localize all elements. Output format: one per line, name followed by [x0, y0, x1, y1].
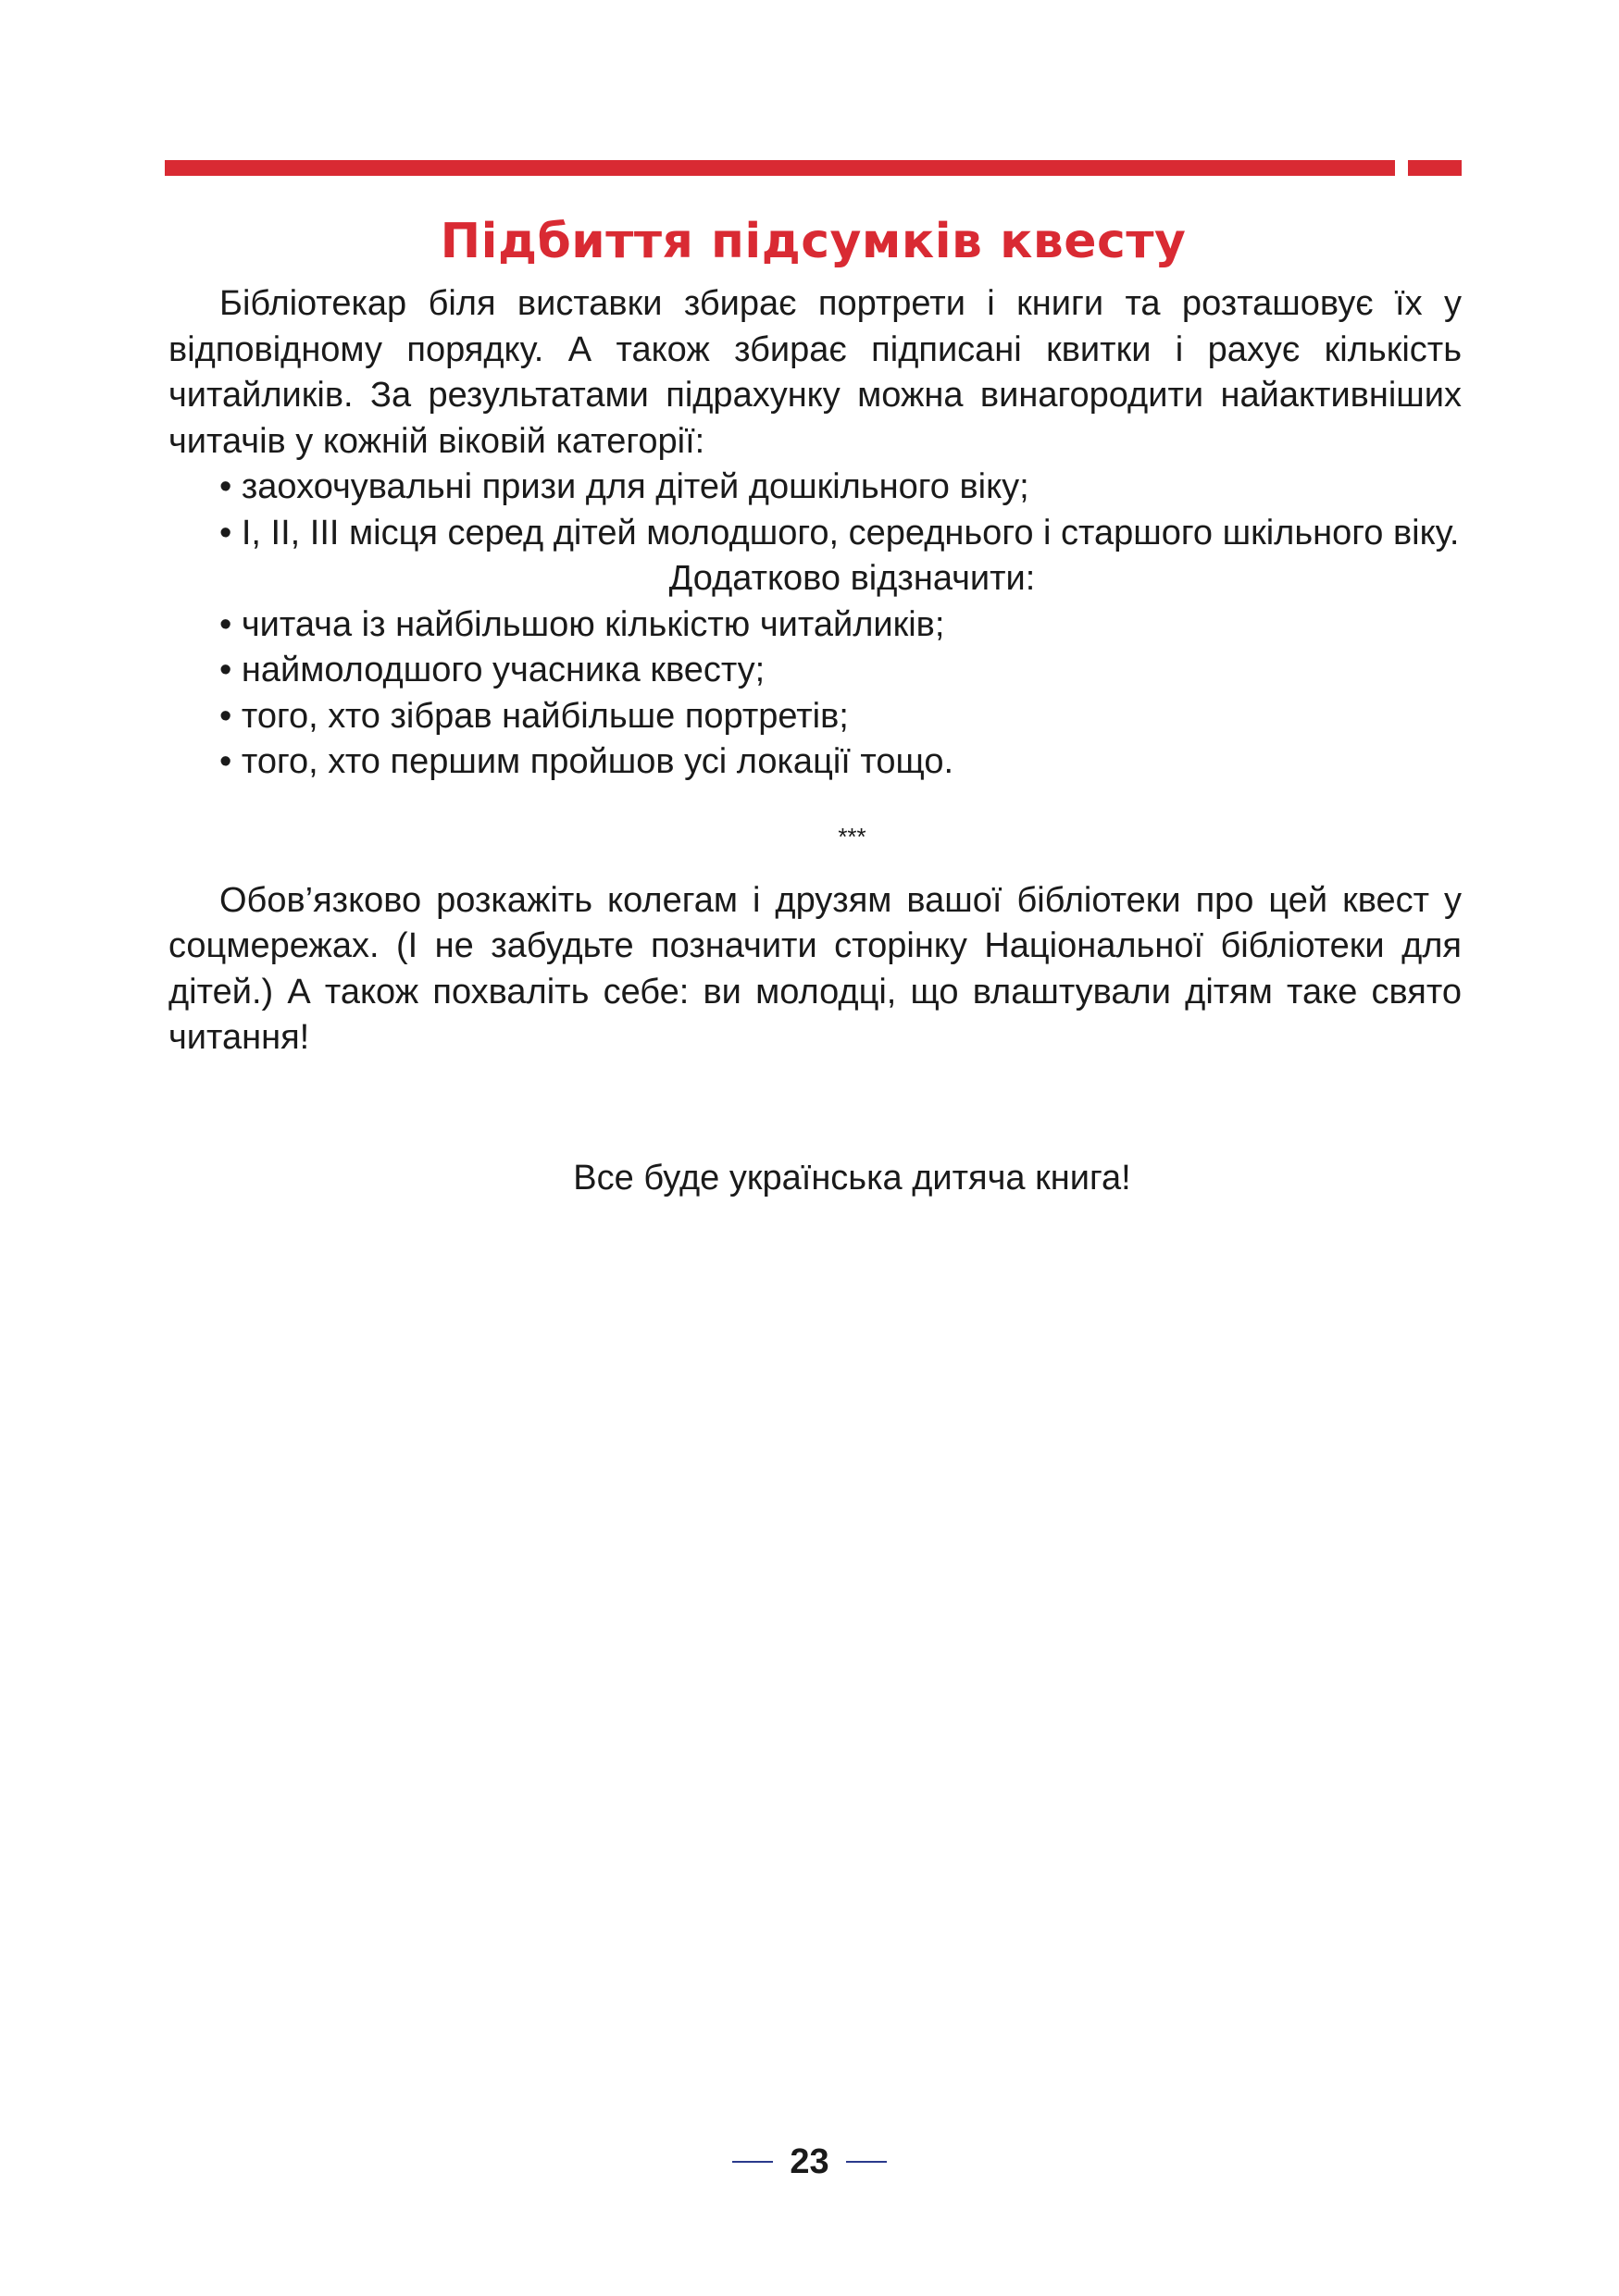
outro-paragraph: Обов’язково розкажіть колегам і друзям вашої бібліотеки про цей квест у соцмережах. (І не забудьте позначити сторінку Національної бібліотеки для дітей.) А також похваліть себе: ви молодці, що влаштували дітям таке свято читання!: [168, 880, 1462, 1057]
header-rule-accent: [1408, 160, 1462, 176]
additional-item: • того, хто першим пройшов усі локації тощо.: [219, 742, 954, 781]
intro-paragraph: Бібліотекар біля виставки збирає портрети і книги та розташовує їх у відповідному порядку. А також збирає підписані квитки і рахує кількість читайликів. За результатами підрахунку можна винагородити найактивніших читачів у кожній віковій категорії:: [168, 284, 1462, 461]
header-rule: [165, 160, 1395, 176]
additional-item: • читача із найбільшою кількістю читайликів;: [219, 604, 945, 644]
reward-item: • заохочувальні призи для дітей дошкільного віку;: [219, 467, 1029, 506]
closing-line: Все буде українська дитяча книга!: [573, 1158, 1131, 1198]
page-footer: [0, 2136, 1619, 2188]
page-number: 23: [790, 2142, 829, 2181]
page-title: Підбиття підсумків квесту: [440, 214, 1187, 269]
section-separator: ***: [838, 822, 866, 850]
reward-item: • І, ІІ, ІІІ місця серед дітей молодшого, середнього і старшого шкільного віку.: [219, 513, 1460, 552]
footer-rule-right: [846, 2161, 887, 2163]
additional-heading: Додатково відзначити:: [668, 559, 1036, 598]
additional-item: • того, хто зібрав найбільше портретів;: [219, 696, 849, 736]
footer-rule-left: [732, 2161, 773, 2163]
body-text: [168, 281, 1462, 1201]
additional-item: • наймолодшого учасника квесту;: [219, 651, 766, 689]
